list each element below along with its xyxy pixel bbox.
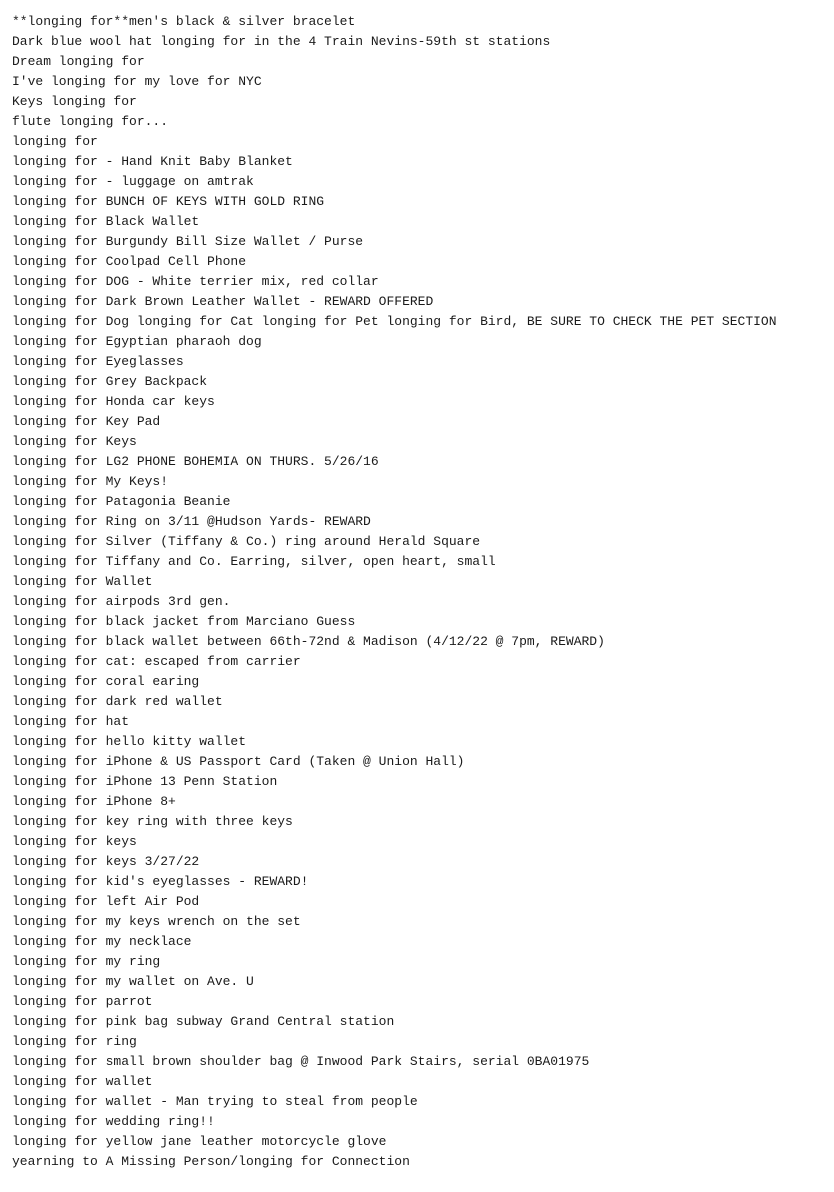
list-item[interactable]: **longing for**men's black & silver bracelet <box>12 14 356 29</box>
list-item[interactable]: longing for black wallet between 66th-72nd & Madison (4/12/22 @ 7pm, REWARD) <box>12 634 605 649</box>
list-item[interactable]: longing for hat <box>12 714 130 729</box>
list-item[interactable]: Keys longing for <box>12 94 137 109</box>
list-item[interactable]: yearning to A Missing Person/longing for Connection <box>12 1154 410 1169</box>
list-item[interactable]: longing for Tiffany and Co. Earring, silver, open heart, small <box>12 554 496 569</box>
list-item[interactable]: longing for iPhone 8+ <box>12 794 176 809</box>
list-item[interactable]: longing for wedding ring!! <box>12 1114 215 1129</box>
list-item[interactable]: longing for iPhone 13 Penn Station <box>12 774 278 789</box>
list-item[interactable]: longing for left Air Pod <box>12 894 200 909</box>
list-item[interactable]: longing for key ring with three keys <box>12 814 293 829</box>
list-item[interactable]: longing for keys <box>12 834 137 849</box>
list-item[interactable]: longing for my keys wrench on the set <box>12 914 301 929</box>
list-item[interactable]: longing for Coolpad Cell Phone <box>12 254 247 269</box>
list-item[interactable]: Dream longing for <box>12 54 145 69</box>
list-item[interactable]: longing for cat: escaped from carrier <box>12 654 301 669</box>
list-item[interactable]: longing for - luggage on amtrak <box>12 174 254 189</box>
list-item[interactable]: longing for Dark Brown Leather Wallet - REWARD OFFERED <box>12 294 434 309</box>
list-item[interactable]: longing for Wallet <box>12 574 153 589</box>
list-item[interactable]: longing for my necklace <box>12 934 192 949</box>
list-item[interactable]: longing for Honda car keys <box>12 394 215 409</box>
list-item[interactable]: longing for DOG - White terrier mix, red collar <box>12 274 379 289</box>
list-item[interactable]: longing for Dog longing for Cat longing for Pet longing for Bird, BE SURE TO CHECK THE PET SECTION <box>12 314 777 329</box>
list-item[interactable]: longing for airpods 3rd gen. <box>12 594 231 609</box>
list-item[interactable]: flute longing for... <box>12 114 169 129</box>
list-item[interactable]: longing for ring <box>12 1034 137 1049</box>
list-item[interactable]: longing for dark red wallet <box>12 694 223 709</box>
list-item[interactable]: longing for Key Pad <box>12 414 161 429</box>
list-item[interactable]: longing for LG2 PHONE BOHEMIA ON THURS. 5/26/16 <box>12 454 379 469</box>
list-item[interactable]: longing for BUNCH OF KEYS WITH GOLD RING <box>12 194 325 209</box>
list-item[interactable]: longing for keys 3/27/22 <box>12 854 200 869</box>
list-item[interactable]: longing for yellow jane leather motorcycle glove <box>12 1134 387 1149</box>
list-item[interactable]: longing for Patagonia Beanie <box>12 494 231 509</box>
list-item[interactable]: longing for Grey Backpack <box>12 374 208 389</box>
list-item[interactable]: longing for my wallet on Ave. U <box>12 974 254 989</box>
list-item[interactable]: longing for small brown shoulder bag @ Inwood Park Stairs, serial 0BA01975 <box>12 1054 590 1069</box>
list-item[interactable]: longing for pink bag subway Grand Central station <box>12 1014 395 1029</box>
list-item[interactable]: longing for wallet <box>12 1074 153 1089</box>
list-item[interactable]: longing for my ring <box>12 954 161 969</box>
list-item[interactable]: I've longing for my love for NYC <box>12 74 262 89</box>
list-item[interactable]: longing for Black Wallet <box>12 214 200 229</box>
list-item[interactable]: longing for Ring on 3/11 @Hudson Yards- REWARD <box>12 514 371 529</box>
list-item[interactable]: longing for My Keys! <box>12 474 169 489</box>
list-item[interactable]: longing for black jacket from Marciano Guess <box>12 614 356 629</box>
list-item[interactable]: longing for kid's eyeglasses - REWARD! <box>12 874 309 889</box>
list-item[interactable]: longing for Keys <box>12 434 137 449</box>
list-item[interactable]: longing for coral earing <box>12 674 200 689</box>
list-item[interactable]: longing for parrot <box>12 994 153 1009</box>
list-item[interactable]: longing for hello kitty wallet <box>12 734 247 749</box>
list-item[interactable]: longing for Silver (Tiffany & Co.) ring around Herald Square <box>12 534 481 549</box>
list-item[interactable]: longing for iPhone & US Passport Card (Taken @ Union Hall) <box>12 754 465 769</box>
list-item[interactable]: longing for <box>12 134 98 149</box>
list-item[interactable]: longing for Burgundy Bill Size Wallet / Purse <box>12 234 364 249</box>
list-item[interactable]: longing for Egyptian pharaoh dog <box>12 334 262 349</box>
list-item[interactable]: longing for Eyeglasses <box>12 354 184 369</box>
listing-list <box>12 12 834 1172</box>
list-item[interactable]: longing for - Hand Knit Baby Blanket <box>12 154 293 169</box>
list-item[interactable]: longing for wallet - Man trying to steal from people <box>12 1094 418 1109</box>
list-item[interactable]: Dark blue wool hat longing for in the 4 Train Nevins-59th st stations <box>12 34 551 49</box>
